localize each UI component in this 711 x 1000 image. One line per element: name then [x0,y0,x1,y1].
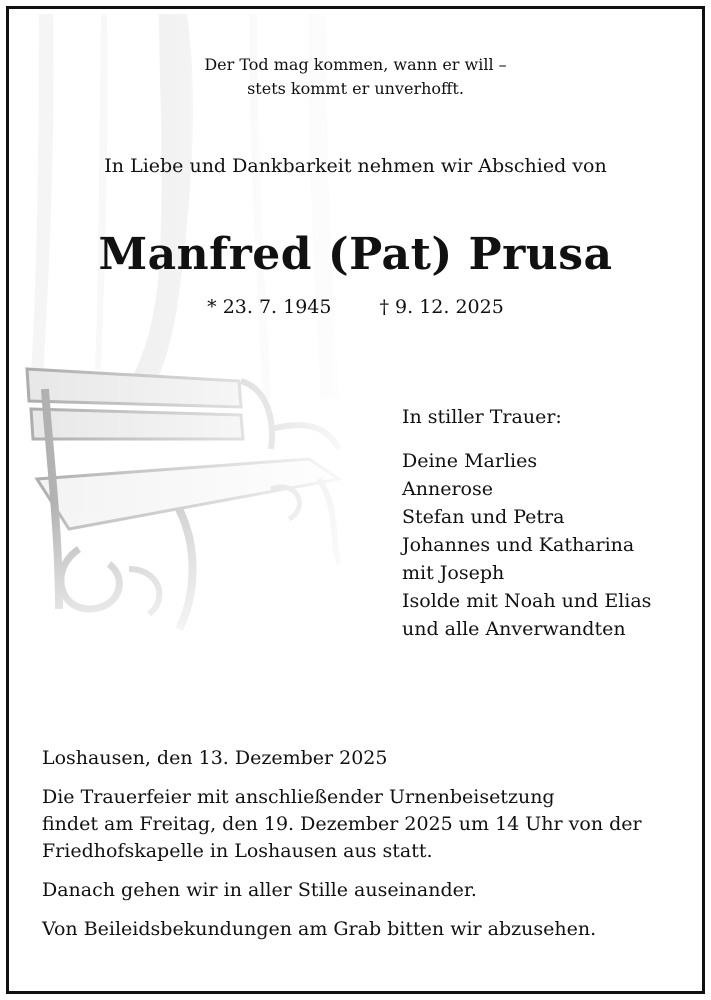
deceased-name: Manfred (Pat) Prusa [98,229,613,280]
birth-date: * 23. 7. 1945 [207,296,332,318]
motto [9,53,702,101]
mourners-heading: In stiller Trauer: [402,406,562,428]
life-dates [9,296,702,318]
mourner-name: mit Joseph [402,562,505,584]
mourner-name: Johannes und Katharina [402,534,635,556]
ceremony-line-2: findet am Freitag, den 19. Dezember 2025 um 14 Uhr von der [42,813,642,835]
intro-text: In Liebe und Dankbarkeit nehmen wir Abschied von [104,155,607,177]
mourner-name: Isolde mit Noah und Elias [402,590,652,612]
condolences-text: Von Beileidsbekundungen am Grab bitten wir abzusehen. [42,918,597,940]
ceremony-line-1: Die Trauerfeier mit anschließender Urnenbeisetzung [42,786,555,808]
afterwards-text: Danach gehen wir in aller Stille auseinander. [42,879,477,901]
mourner-name: Deine Marlies [402,450,538,472]
motto-line-2: stets kommt er unverhofft. [247,79,464,98]
ceremony-line-3: Friedhofskapelle in Loshausen aus statt. [42,840,433,862]
mourner-name: Annerose [402,478,493,500]
motto-line-1: Der Tod mag kommen, wann er will – [204,55,507,74]
obituary-notice [6,6,705,994]
death-date: † 9. 12. 2025 [379,296,504,318]
ceremony-text [42,784,682,865]
funeral-info [42,745,682,955]
place-date: Loshausen, den 13. Dezember 2025 [42,747,388,769]
mourner-name: Stefan und Petra [402,506,565,528]
mourner-name: und alle Anverwandten [402,618,626,640]
mourners-block [402,403,702,643]
winter-bench-photo [9,9,369,669]
